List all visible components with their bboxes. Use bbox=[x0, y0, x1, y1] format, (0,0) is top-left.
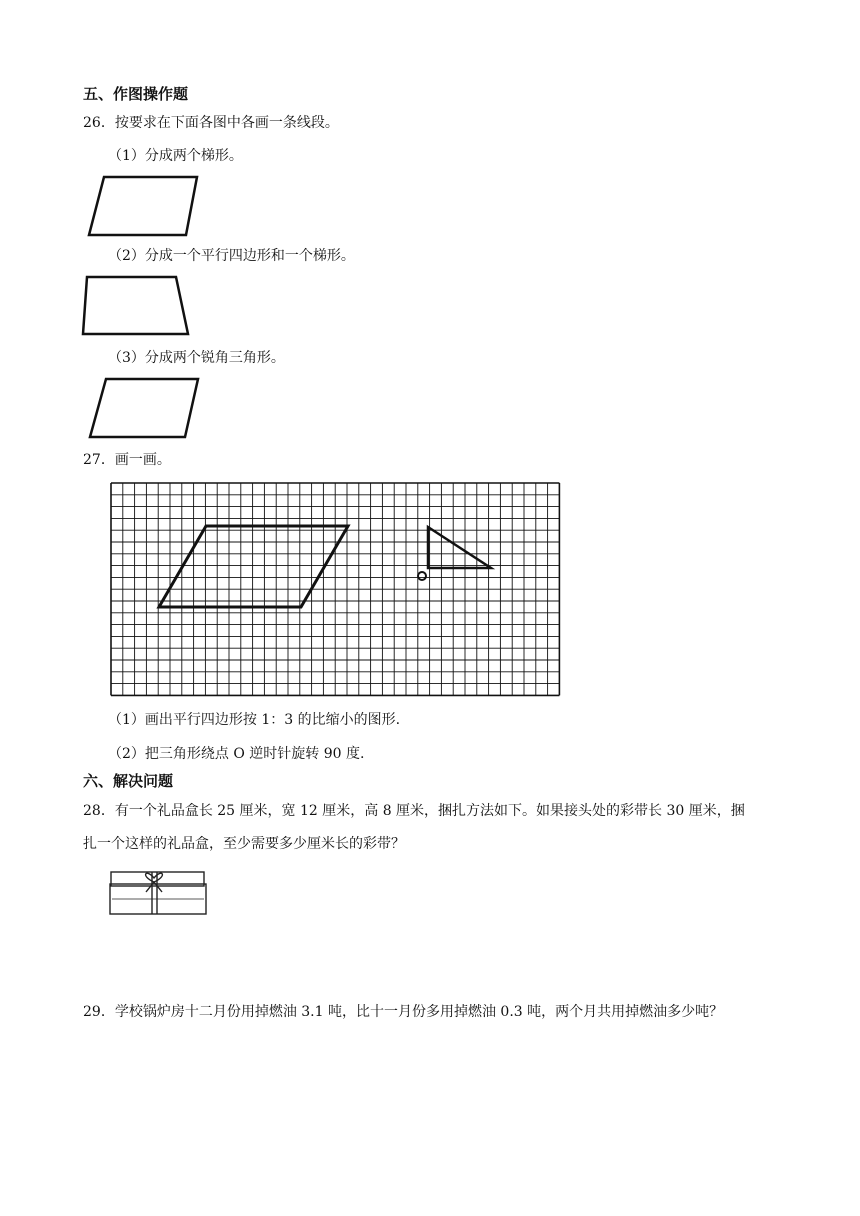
section-heading-5: 五、作图操作题 bbox=[83, 85, 189, 103]
question-28-line-1: 28．有一个礼品盒长 25 厘米，宽 12 厘米，高 8 厘米，捆扎方法如下。如果接头处的彩带长 30 厘米，捆 bbox=[83, 803, 745, 819]
rotation-point-o bbox=[418, 572, 426, 580]
question-27-stem: 27．画一画。 bbox=[83, 452, 171, 468]
question-27-part-2: （2）把三角形绕点 O 逆时针旋转 90 度. bbox=[108, 746, 365, 762]
question-26-part-2: （2）分成一个平行四边形和一个梯形。 bbox=[108, 248, 355, 264]
grid-triangle bbox=[428, 527, 491, 568]
question-29-line-1: 29．学校锅炉房十二月份用掉燃油 3.1 吨，比十一月份多用掉燃油 0.3 吨，两个月共用掉燃油多少吨？ bbox=[83, 1004, 724, 1020]
question-26-part-1: （1）分成两个梯形。 bbox=[108, 148, 243, 164]
parallelogram-figure-1 bbox=[89, 177, 197, 235]
gift-box-image bbox=[110, 872, 206, 914]
question-28-line-2: 扎一个这样的礼品盒，至少需要多少厘米长的彩带？ bbox=[83, 836, 405, 852]
parallelogram-figure-2 bbox=[90, 379, 198, 437]
square-grid bbox=[111, 483, 559, 695]
question-26-part-3: （3）分成两个锐角三角形。 bbox=[108, 350, 285, 366]
question-26-stem: 26．按要求在下面各图中各画一条线段。 bbox=[83, 115, 339, 131]
section-heading-6: 六、解决问题 bbox=[83, 772, 174, 790]
question-27-part-1: （1）画出平行四边形按 1：3 的比缩小的图形. bbox=[108, 712, 401, 728]
grid-parallelogram bbox=[159, 526, 348, 607]
trapezoid-figure bbox=[83, 277, 188, 334]
